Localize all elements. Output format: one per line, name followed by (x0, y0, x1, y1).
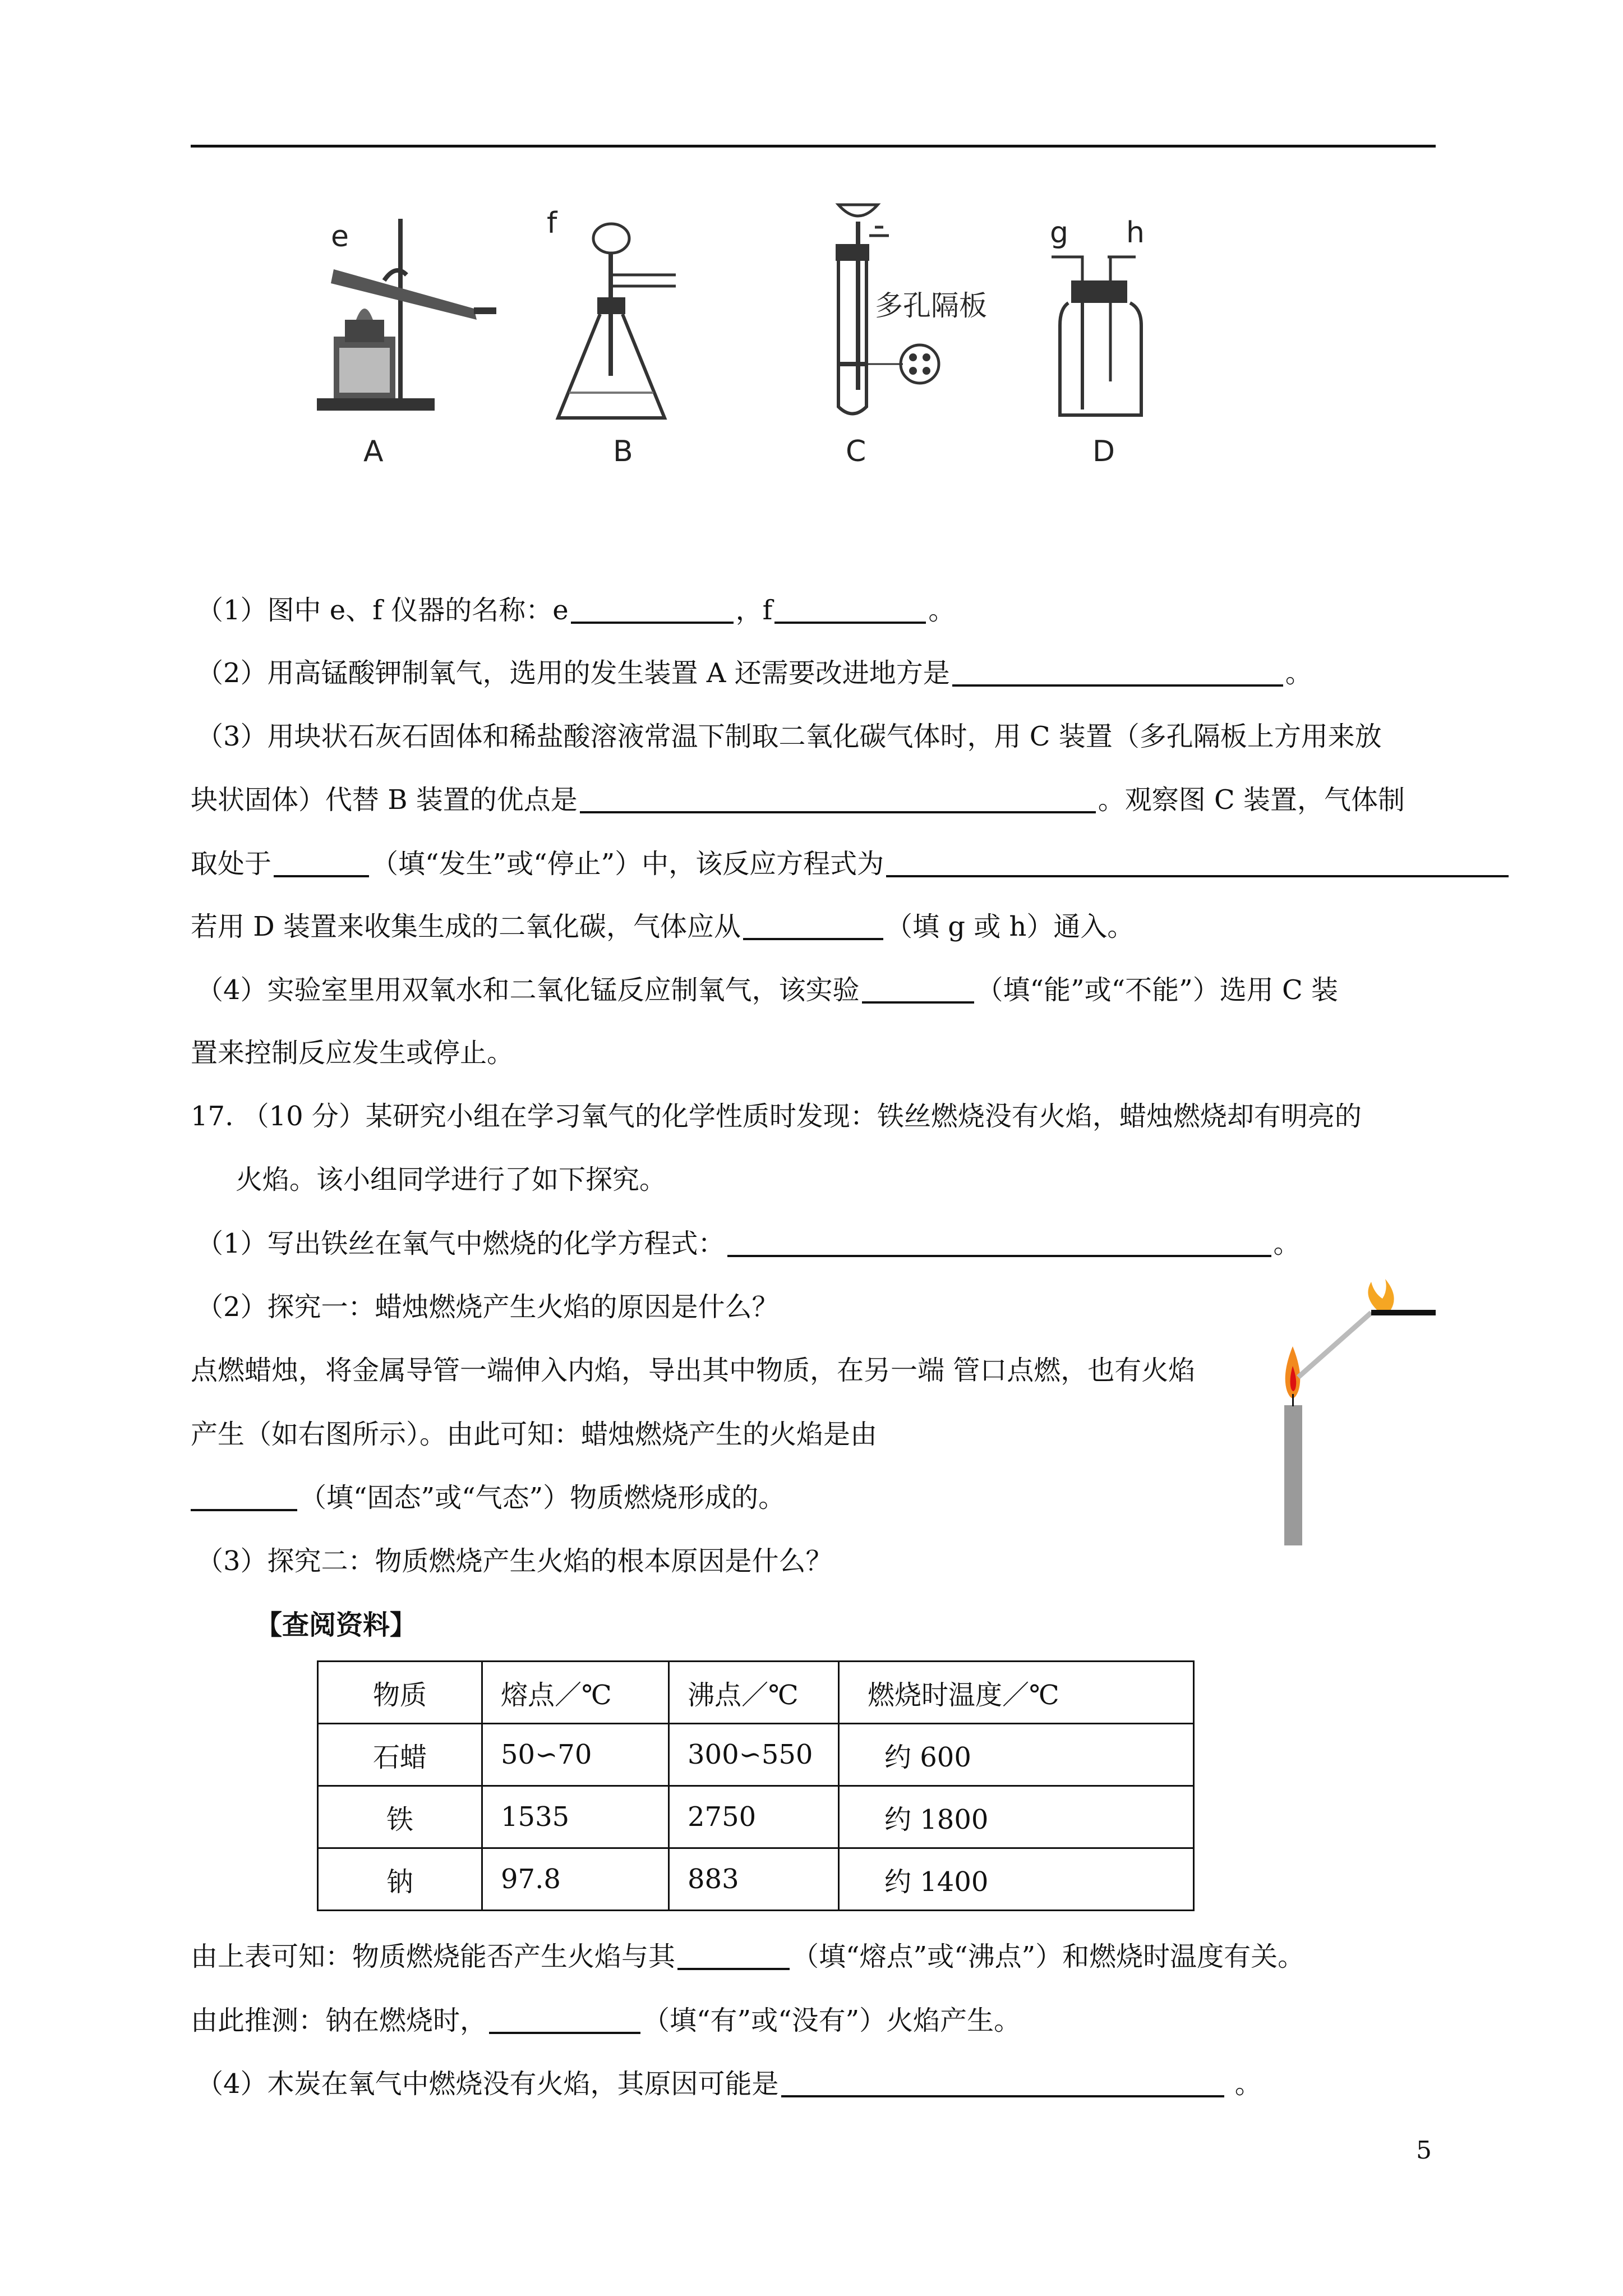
answer-blank-inlet[interactable] (743, 913, 883, 940)
label-g: g (1050, 216, 1069, 250)
q17-2a: 点燃蜡烛，将金属导管一端伸入内焰，导出其中物质，在另一端 管口点燃，也有火焰 (191, 1355, 1196, 1386)
answer-blank-e[interactable] (571, 597, 734, 624)
label-a: A (363, 435, 384, 468)
label-e: e (331, 220, 349, 254)
label-c: C (846, 435, 866, 468)
table-cell: 1535 (482, 1786, 669, 1848)
q16-3d: 若用 D 装置来收集生成的二氧化碳，气体应从 （填 g 或 h）通入。 (191, 911, 1135, 942)
label-f: f (547, 206, 557, 240)
q16-3c: 取处于 （填“发生”或“停止”）中，该反应方程式为 (191, 847, 1511, 881)
answer-blank-improve[interactable] (952, 660, 1283, 687)
porous-plate-label: 多孔隔板 (875, 289, 987, 322)
q17-b: 火焰。该小组同学进行了如下探究。 (236, 1164, 667, 1195)
q17-2c: （填“固态”或“气态”）物质燃烧形成的。 (191, 1481, 785, 1515)
q17-4: （4）木炭在氧气中燃烧没有火焰，其原因可能是 。 (196, 2068, 1262, 2100)
table-cell: 50∽70 (482, 1724, 669, 1786)
answer-blank-sodium-flame[interactable] (489, 2007, 640, 2034)
table-cell: 铁 (318, 1786, 482, 1848)
label-d: D (1092, 435, 1115, 468)
answer-blank-state[interactable] (274, 850, 369, 877)
answer-blank-can[interactable] (862, 977, 974, 1004)
q17-2b: 产生（如右图所示）。由此可知：蜡烛燃烧产生的火焰是由 (191, 1419, 878, 1450)
table-cell: 2750 (669, 1786, 839, 1848)
table-cell: 97.8 (482, 1848, 669, 1911)
conclusion-line: 由上表可知：物质燃烧能否产生火焰与其 （填“熔点”或“沸点”）和燃烧时温度有关。 (191, 1941, 1305, 1972)
q17-1: （1）写出铁丝在氧气中燃烧的化学方程式： 。 (196, 1228, 1301, 1259)
header-rule (191, 145, 1436, 148)
properties-table (317, 1660, 1195, 1911)
label-b: B (613, 435, 633, 468)
q16-4b: 置来控制反应发生或停止。 (191, 1037, 514, 1069)
table-row (318, 1724, 1194, 1786)
inference-line: 由此推测：钠在燃烧时， （填“有”或“没有”）火焰产生。 (191, 2005, 1021, 2036)
q17-a: 17. （10 分）某研究小组在学习氧气的化学性质时发现：铁丝燃烧没有火焰，蜡烛燃烧却有明亮的 (191, 1101, 1362, 1132)
table-header-cell: 沸点／℃ (669, 1662, 839, 1724)
q16-3b: 块状固体）代替 B 装置的优点是 。观察图 C 装置，气体制 (191, 784, 1405, 816)
apparatus-d-figure (1046, 241, 1158, 426)
label-h: h (1126, 216, 1145, 250)
q16-2: （2）用高锰酸钾制氧气，选用的发生装置 A 还需要改进地方是 。 (196, 657, 1312, 689)
table-cell: 约 1400 (839, 1848, 1194, 1911)
table-row (318, 1786, 1194, 1848)
table-header-cell: 物质 (318, 1662, 482, 1724)
answer-blank-equation[interactable] (886, 850, 1509, 877)
table-row (318, 1848, 1194, 1911)
q16-1: （1）图中 e、f 仪器的名称：e ，f 。 (196, 595, 956, 626)
answer-blank-f[interactable] (774, 597, 926, 624)
answer-blank-charcoal[interactable] (781, 2070, 1224, 2097)
apparatus-b-figure (547, 208, 687, 432)
table-cell: 钠 (318, 1848, 482, 1911)
candle-figure (1273, 1273, 1441, 1554)
table-cell: 约 600 (839, 1724, 1194, 1786)
q17-2: （2）探究一：蜡烛燃烧产生火焰的原因是什么？ (196, 1291, 779, 1323)
table-cell: 约 1800 (839, 1786, 1194, 1848)
table-header-cell: 熔点／℃ (482, 1662, 669, 1724)
q16-3a: （3）用块状石灰石固体和稀盐酸溶液常温下制取二氧化碳气体时，用 C 装置（多孔隔板上方用来放 (196, 721, 1382, 752)
table-cell: 300∽550 (669, 1724, 839, 1786)
table-header-cell: 燃烧时温度／℃ (839, 1662, 1194, 1724)
answer-blank-phase[interactable] (191, 1484, 297, 1511)
q17-3: （3）探究二：物质燃烧产生火焰的根本原因是什么？ (196, 1545, 833, 1577)
table-cell: 石蜡 (318, 1724, 482, 1786)
page-number: 5 (1416, 2136, 1432, 2165)
q16-4a: （4）实验室里用双氧水和二氧化锰反应制氧气，该实验 （填“能”或“不能”）选用 C 装 (196, 974, 1338, 1006)
answer-blank-iron-equation[interactable] (727, 1230, 1271, 1257)
answer-blank-melting-boiling[interactable] (677, 1943, 790, 1970)
table-cell: 883 (669, 1848, 839, 1911)
table-header-row (318, 1662, 1194, 1724)
answer-blank-advantage[interactable] (580, 786, 1096, 813)
reference-heading: 【查阅资料】 (255, 1609, 417, 1641)
